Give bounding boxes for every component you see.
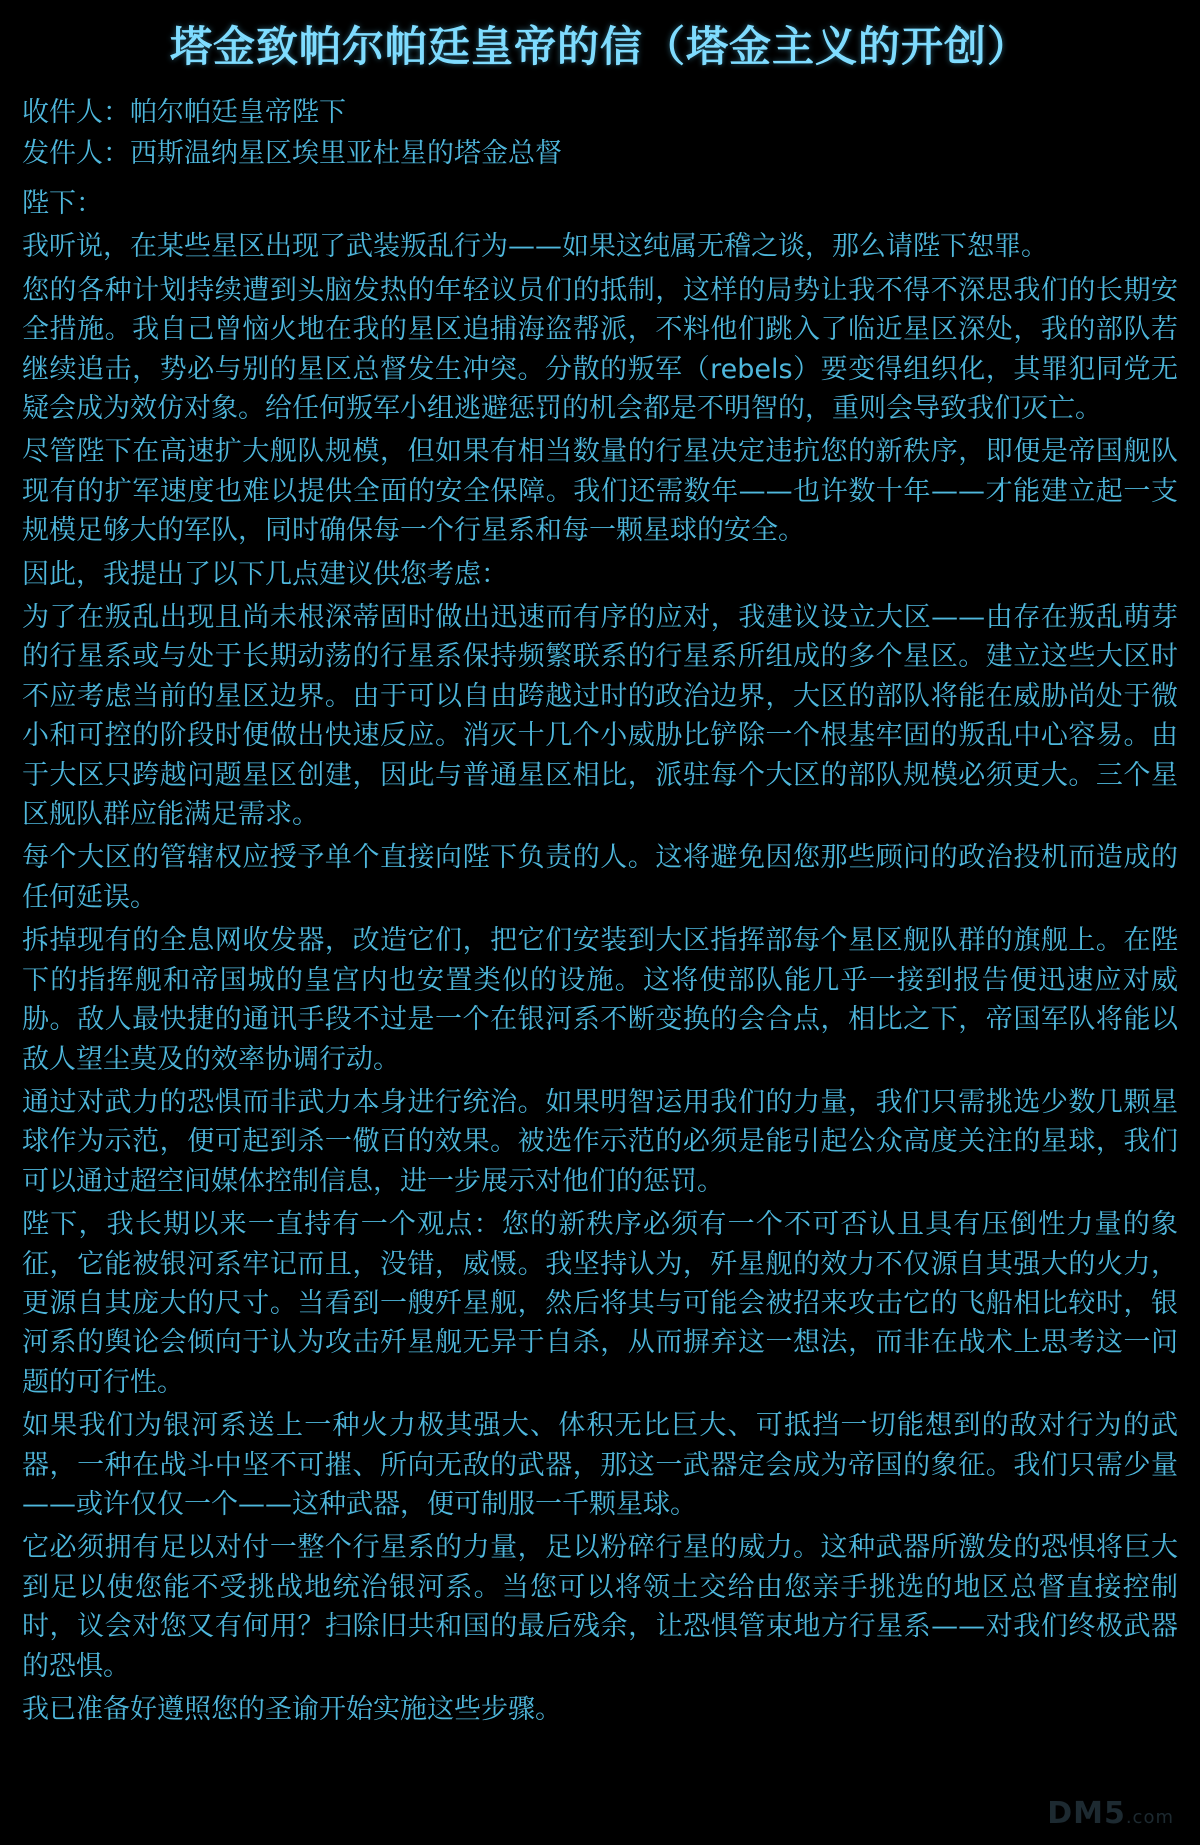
body-paragraph: 每个大区的管辖权应授予单个直接向陛下负责的人。这将避免因您那些顾问的政治投机而造成的任何延误。: [22, 842, 1178, 913]
body-paragraph: 我已准备好遵照您的圣谕开始实施这些步骤。: [22, 1694, 562, 1725]
body-paragraph: 因此，我提出了以下几点建议供您考虑：: [22, 558, 508, 590]
recipient-line: 收件人：帕尔帕廷皇帝陛下: [22, 97, 346, 129]
page-title: 塔金致帕尔帕廷皇帝的信（塔金主义的开创）: [169, 22, 1030, 71]
salutation: 陛下：: [22, 188, 103, 220]
body-paragraph: 拆掉现有的全息网收发器，改造它们，把它们安装到大区指挥部每个星区舰队群的旗舰上。在陛下的指挥舰和帝国城的皇宫内也安置类似的设施。这将使部队能几乎一接到报告便迅速应对威胁。敌人最快捷的通讯手段不过是一个在银河系不断变换的会合点，相比之下，帝国军队将能以敌人望尘莫及的效率协调行动。: [22, 925, 1178, 1075]
watermark: [1047, 1796, 1174, 1831]
body-paragraph: 您的各种计划持续遭到头脑发热的年轻议员们的抵制，这样的局势让我不得不深思我们的长期安全措施。我自己曾恼火地在我的星区追捕海盗帮派，不料他们跳入了临近星区深处，我的部队若继续追击，势必与别的星区总督发生冲突。分散的叛军（rebels）要变得组织化，其罪犯同党无疑会成为效仿对象。给任何叛军小组逃避惩罚的机会都是不明智的，重则会导致我们灭亡。: [22, 274, 1178, 424]
body-paragraph: 我听说，在某些星区出现了武装叛乱行为——如果这纯属无稽之谈，那么请陛下恕罪。: [22, 231, 1048, 263]
watermark-text: DM5: [1047, 1796, 1126, 1831]
body-paragraph: 它必须拥有足以对付一整个行星系的力量，足以粉碎行星的威力。这种武器所激发的恐惧将巨大到足以使您能不受挑战地统治银河系。当您可以将领土交给由您亲手挑选的地区总督直接控制时，议会对您又有何用？扫除旧共和国的最后残余，让恐惧管束地方行星系——对我们终极武器的恐惧。: [22, 1532, 1178, 1682]
body-paragraph: 为了在叛乱出现且尚未根深蒂固时做出迅速而有序的应对，我建议设立大区——由存在叛乱萌芽的行星系或与处于长期动荡的行星系保持频繁联系的行星系所组成的多个星区。建立这些大区时不应考虑当前的星区边界。由于可以自由跨越过时的政治边界，大区的部队将能在威胁尚处于微小和可控的阶段时便做出快速反应。消灭十几个小威胁比铲除一个根基牢固的叛乱中心容易。由于大区只跨越问题星区创建，因此与普通星区相比，派驻每个大区的部队规模必须更大。三个星区舰队群应能满足需求。: [22, 602, 1178, 831]
body-paragraph: 如果我们为银河系送上一种火力极其强大、体积无比巨大、可抵挡一切能想到的敌对行为的武器，一种在战斗中坚不可摧、所向无敌的武器，那这一武器定会成为帝国的象征。我们只需少量——或许仅仅一个——这种武器，便可制服一千颗星球。: [22, 1410, 1178, 1520]
body-paragraph: 通过对武力的恐惧而非武力本身进行统治。如果明智运用我们的力量，我们只需挑选少数几颗星球作为示范，便可起到杀一儆百的效果。被选作示范的必须是能引起公众高度关注的星球，我们可以通过超空间媒体控制信息，进一步展示对他们的惩罚。: [22, 1086, 1178, 1197]
watermark-suffix: .com: [1125, 1807, 1174, 1828]
body-paragraph: 陛下，我长期以来一直持有一个观点：您的新秩序必须有一个不可否认且具有压倒性力量的象征，它能被银河系牢记而且，没错，威慑。我坚持认为，歼星舰的效力不仅源自其强大的火力，更源自其庞大的尺寸。当看到一艘歼星舰，然后将其与可能会被招来攻击它的飞船相比较时，银河系的舆论会倾向于认为攻击歼星舰无异于自杀，从而摒弃这一想法，而非在战术上思考这一问题的可行性。: [22, 1209, 1178, 1398]
sender-line: 发件人：西斯温纳星区埃里亚杜星的塔金总督: [22, 137, 562, 169]
body-paragraph: 尽管陛下在高速扩大舰队规模，但如果有相当数量的行星决定违抗您的新秩序，即便是帝国舰队现有的扩军速度也难以提供全面的安全保障。我们还需数年——也许数十年——才能建立起一支规模足够大的军队，同时确保每一个行星系和每一颗星球的安全。: [22, 436, 1178, 547]
